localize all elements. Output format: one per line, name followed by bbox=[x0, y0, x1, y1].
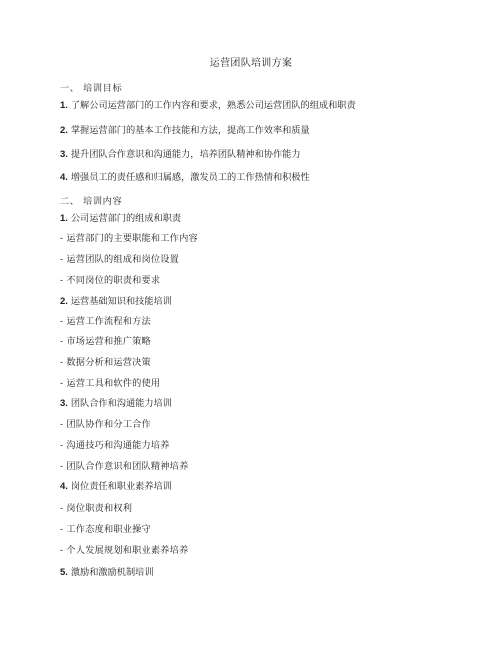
sub-item: - 运营部门的主要职能和工作内容 bbox=[60, 233, 198, 244]
numbered-item bbox=[60, 212, 181, 225]
item-number: 4. bbox=[60, 172, 68, 183]
numbered-item bbox=[60, 566, 154, 579]
numbered-item bbox=[60, 397, 172, 410]
numbered-item bbox=[60, 148, 301, 161]
item-text: 运营基础知识和技能培训 bbox=[67, 296, 172, 307]
sub-item: - 不同岗位的职责和要求 bbox=[60, 275, 161, 286]
sub-item: - 运营工作流程和方法 bbox=[60, 316, 151, 327]
item-number: 3. bbox=[60, 398, 68, 409]
item-number: 1. bbox=[60, 100, 68, 111]
section-heading: 一、 培训目标 bbox=[60, 83, 123, 94]
numbered-item bbox=[60, 171, 310, 184]
item-text: 提升团队合作意识和沟通能力，培养团队精神和协作能力 bbox=[67, 149, 301, 160]
item-number: 5. bbox=[60, 567, 68, 578]
item-number: 2. bbox=[60, 125, 68, 136]
item-text: 了解公司运营部门的工作内容和要求，熟悉公司运营团队的组成和职责 bbox=[67, 100, 356, 111]
item-number: 1. bbox=[60, 213, 68, 224]
sub-item: - 沟通技巧和沟通能力培养 bbox=[60, 440, 170, 451]
item-text: 掌握运营部门的基本工作技能和方法，提高工作效率和质量 bbox=[67, 125, 310, 136]
item-text: 团队合作和沟通能力培训 bbox=[67, 398, 172, 409]
sub-item: - 团队协作和分工合作 bbox=[60, 419, 151, 430]
sub-item: - 个人发展规划和职业素养培养 bbox=[60, 545, 189, 556]
item-text: 岗位责任和职业素养培训 bbox=[67, 481, 172, 492]
numbered-item bbox=[60, 124, 310, 137]
item-number: 3. bbox=[60, 149, 68, 160]
sub-item: - 团队合作意识和团队精神培养 bbox=[60, 461, 189, 472]
numbered-item bbox=[60, 99, 356, 112]
numbered-item bbox=[60, 295, 172, 308]
item-number: 2. bbox=[60, 296, 68, 307]
sub-item: - 数据分析和运营决策 bbox=[60, 357, 151, 368]
section-heading: 二、 培训内容 bbox=[60, 196, 123, 207]
item-text: 公司运营部门的组成和职责 bbox=[67, 213, 182, 224]
sub-item: - 运营团队的组成和岗位设置 bbox=[60, 254, 180, 265]
document-title: 运营团队培训方案 bbox=[209, 58, 293, 69]
numbered-item bbox=[60, 480, 172, 493]
item-number: 4. bbox=[60, 481, 68, 492]
sub-item: - 工作态度和职业操守 bbox=[60, 524, 151, 535]
item-text: 激励和激励机制培训 bbox=[67, 567, 154, 578]
sub-item: - 市场运营和推广策略 bbox=[60, 336, 151, 347]
sub-item: - 岗位职责和权利 bbox=[60, 503, 133, 514]
sub-item: - 运营工具和软件的使用 bbox=[60, 378, 161, 389]
item-text: 增强员工的责任感和归属感，激发员工的工作热情和积极性 bbox=[67, 172, 310, 183]
